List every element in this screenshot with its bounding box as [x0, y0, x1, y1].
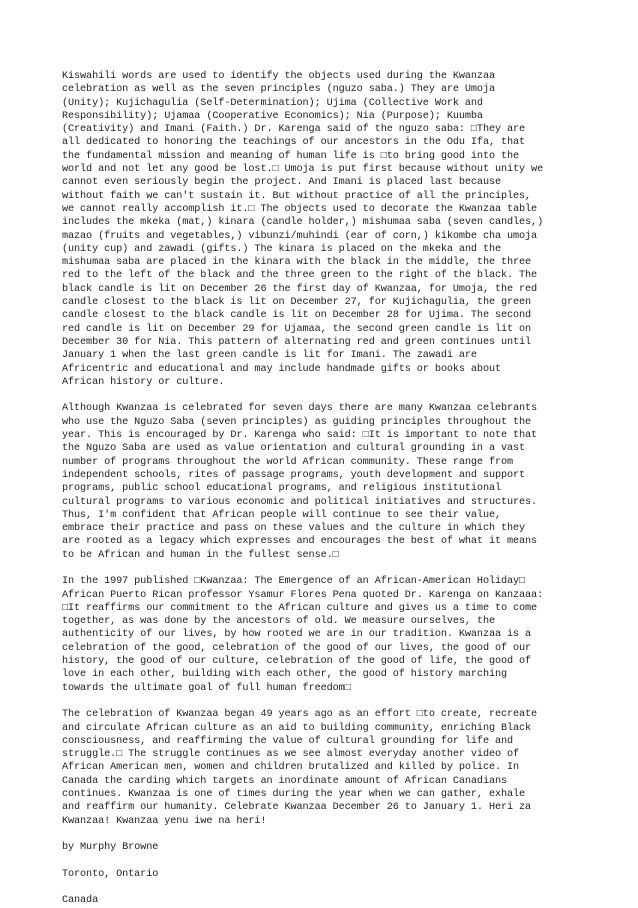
text-line: (Unity); Kujichagulia (Self-Determination); Ujima (Collective Work and: [62, 97, 483, 109]
text-line: embrace their practice and pass on these values and the culture in which they: [62, 523, 526, 535]
text-line: (Creativity) and Imani (Faith.) Dr. Karenga said of the nguzo saba: □They are: [62, 124, 526, 136]
article-body: [62, 70, 598, 828]
text-line: towards the ultimate goal of full human freedom□: [62, 682, 351, 694]
text-line: Thus, I'm confident that African people will continue to see their value,: [62, 509, 501, 521]
text-line: candle closest to the black candle is lit on December 28 for Ujima. The second: [62, 310, 532, 322]
text-line: cultural programs to various economic and political initiatives and structures.: [62, 496, 538, 508]
text-line: December 30 for Nia. This pattern of alternating red and green continues until: [62, 336, 532, 348]
text-line: who use the Nguzo Saba (seven principles) as guiding principles throughout the: [62, 416, 532, 428]
text-line: the Nguzo Saba are used as value orientation and cultural grounding in a vast: [62, 443, 526, 455]
text-line: the fundamental mission and meaning of human life is □to bring good into the: [62, 150, 520, 162]
text-line: In the 1997 published □Kwanzaa: The Emergence of an African-American Holiday□: [62, 576, 526, 588]
text-line: history, the good of our culture, celebration of the good of life, the good of: [62, 656, 532, 668]
text-line: Although Kwanzaa is celebrated for seven days there are many Kwanzaa celebrants: [62, 403, 538, 415]
text-line: □It reaffirms our commitment to the African culture and gives us a time to come: [62, 602, 538, 614]
text-line: all dedicated to honoring the teachings of our ancestors in the Odu Ifa, that: [62, 137, 526, 149]
text-line: Kwanzaa! Kwanzaa yenu iwe na heri!: [62, 815, 267, 827]
location-city: Toronto, Ontario: [62, 868, 159, 880]
text-line: and circulate African culture as an aid to building community, enriching Black: [62, 722, 532, 734]
text-line: cannot even seriously begin the project. And Imani is placed last because: [62, 177, 501, 189]
text-line: Kiswahili words are used to identify the objects used during the Kwanzaa: [62, 71, 495, 82]
text-line: are rooted as a legacy which expresses and encourages the best of what it means: [62, 536, 538, 548]
text-line: and reaffirm our humanity. Celebrate Kwanzaa December 26 to January 1. Heri za: [62, 802, 532, 814]
byline: by Murphy Browne: [62, 842, 159, 854]
text-line: candle closest to the black is lit on December 27, for Kujichagulia, the green: [62, 297, 532, 309]
text-line: African American men, women and children brutalized and killed by police. In: [62, 762, 520, 774]
text-line: year. This is encouraged by Dr. Karenga who said: □It is important to note that: [62, 430, 538, 442]
paragraph: [62, 575, 598, 695]
text-line: red candle is lit on December 29 for Ujamaa, the second green candle is lit on: [62, 323, 532, 335]
paragraph: [62, 708, 598, 828]
text-line: black candle is lit on December 26 the first day of Kwanzaa, for Umoja, the red: [62, 283, 538, 295]
text-line: January 1 when the last green candle is lit for Imani. The zawadi are: [62, 350, 477, 362]
text-line: The celebration of Kwanzaa began 49 years ago as an effort □to create, recreate: [62, 709, 538, 721]
text-line: (unity cup) and zawadi (gifts.) The kinara is placed on the mkeka and the: [62, 243, 501, 255]
text-line: Africentric and educational and may include handmade gifts or books about: [62, 363, 501, 375]
text-line: without faith we can't sustain it. But without practice of all the principles,: [62, 190, 532, 202]
text-line: Canada the carding which targets an inordinate amount of African Canadians: [62, 775, 507, 787]
location-country: Canada: [62, 895, 99, 907]
text-line: African history or culture.: [62, 376, 225, 388]
text-line: programs, public school educational programs, and religious institutional: [62, 483, 501, 495]
text-line: independent schools, rites of passage programs, youth development and support: [62, 469, 526, 481]
text-line: mazao (fruits and vegetables,) vibunzi/muhindi (ear of corn,) kikombe cha umoja: [62, 230, 538, 242]
text-line: struggle.□ The struggle continues as we see almost everyday another video of: [62, 749, 520, 761]
text-line: continues. Kwanzaa is one of times during the year when we can gather, exhale: [62, 789, 526, 801]
text-line: mishumaa saba are placed in the kinara with the black in the middle, the three: [62, 257, 532, 269]
text-line: love in each other, building with each other, the good of history marching: [62, 669, 507, 681]
text-line: number of programs throughout the world African community. These range from: [62, 456, 514, 468]
paragraph: [62, 70, 598, 389]
paragraph: [62, 402, 598, 562]
text-line: authenticity of our lives, by how rooted we are in our tradition. Kwanzaa is a: [62, 629, 532, 641]
text-line: we cannot really accomplish it.□ The objects used to decorate the Kwanzaa table: [62, 203, 538, 215]
text-line: celebration as well as the seven principles (nguzo saba.) They are Umoja: [62, 84, 495, 96]
text-line: consciousness, and reaffirming the value of cultural grounding for life and: [62, 735, 514, 747]
text-line: African Puerto Rican professor Ysamur Flores Pena quoted Dr. Karenga on Kanzaaa:: [62, 589, 544, 601]
text-line: includes the mkeka (mat,) kinara (candle holder,) mishumaa saba (seven candles,): [62, 217, 544, 229]
text-line: to be African and human in the fullest sense.□: [62, 549, 339, 561]
text-line: together, as was done by the ancestors of old. We measure ourselves, the: [62, 616, 495, 628]
text-line: celebration of the good, celebration of the good of our lives, the good of our: [62, 642, 532, 654]
text-line: Responsibility); Ujamaa (Cooperative Economics); Nia (Purpose); Kuumba: [62, 110, 483, 122]
text-line: world and not let any good be lost.□ Umoja is put first because without unity we: [62, 164, 544, 176]
text-line: red to the left of the black and the three green to the right of the black. The: [62, 270, 538, 282]
